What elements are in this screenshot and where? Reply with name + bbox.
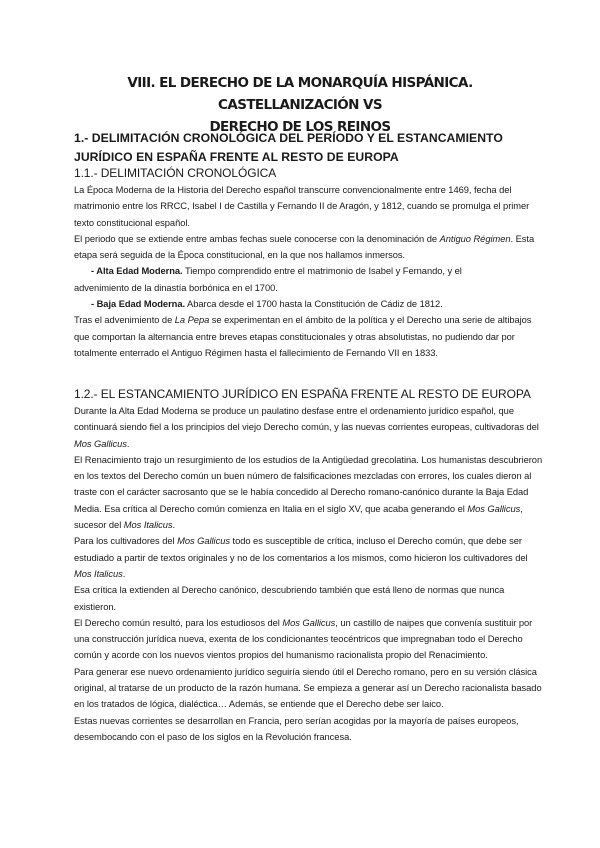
paragraph: Durante la Alta Edad Moderna se produce un paulatino desfase entre el ordenamiento jurídico español, que continuará siendo fiel a los principios del viejo Derecho común, y las nuevas corrientes europeas, cultivadoras del Mos Gallicus. [74, 406, 539, 449]
paragraph: El periodo que se extiende entre ambas fechas suele conocerse con la denominación de Antiguo Régimen. Esta etapa será seguida de la Época constitucional, en la que nos hallamos inmersos. [74, 233, 535, 261]
paragraph: Esa crítica la extienden al Derecho canónico, descubriendo también que está lleno de normas que nunca existieron. [74, 585, 505, 612]
paragraph: Tras el advenimiento de La Pepa se experimentan en el ámbito de la política y el Derecho una serie de altibajos que comportan la alternancia entre breves etapas constitucionales y otras absolutistas, no pudiendo dar por totalmente enterrado el Antiguo Régimen hasta el fallecimiento de Fernando VII en 1833. [74, 315, 532, 358]
subsection-1-1-body [74, 182, 544, 361]
paragraph: Estas nuevas corrientes se desarrollan en Francia, pero serían acogidas por la mayoría de países europeos, desembocando con el paso de los siglos en la Revolución francesa. [74, 715, 519, 742]
paragraph: El Derecho común resultó, para los estudiosos del Mos Gallicus, un castillo de naipes que convenía sustituir por una construcción jurídica nueva, exenta de los condicionantes teocéntricos que impregnaban todo el Derecho común y acorde con los nuevos vientos propios del humanismo racionalista propio del Renacimiento. [74, 617, 533, 661]
document-title-line-2: DERECHO DE LOS REINOS [209, 119, 391, 135]
paragraph: Para generar ese nuevo ordenamiento jurídico seguiría siendo útil el Derecho romano, pero en su versión clásica original, al tratarse de un producto de la razón humana. Se empieza a generar así un Derecho racionalista basado en los tratados de lógica, dialéctica… Además, se entiende que el Derecho debe ser laico. [74, 666, 542, 710]
section-1-heading [74, 129, 544, 167]
bullet-alta-edad-moderna: - Alta Edad Moderna. Tiempo comprendido entre el matrimonio de Isabel y Fernando, y el [91, 266, 462, 277]
document-title-line-1: VIII. EL DERECHO DE LA MONARQUÍA HISPÁNICA. CASTELLANIZACIÓN VS [127, 75, 473, 113]
section-1-heading-line-2: JURÍDICO EN ESPAÑA FRENTE AL RESTO DE EUROPA [74, 150, 399, 164]
paragraph: El Renacimiento trajo un resurgimiento de los estudios de la Antigüedad grecolatina. Los humanistas descubrieron en los textos del Derecho común un buen número de falsificaciones mezcladas con errores, los cuales dieron al traste con el carácter sacrosanto que se le había concedido al Derecho romano-canónico durante la Baja Edad Media. Esa crítica al Derecho común comienza en Italia en el siglo XV, que acaba generando el Mos Gallicus, sucesor del Mos Italicus. [74, 454, 543, 531]
bullet-continuation: advenimiento de la dinastía borbónica en el 1700. [74, 282, 278, 293]
subsection-1-2-heading: 1.2.- EL ESTANCAMIENTO JURÍDICO EN ESPAÑA FRENTE AL RESTO DE EUROPA [74, 387, 531, 401]
subsection-1-1-heading: 1.1.- DELIMITACIÓN CRONOLÓGICA [74, 166, 277, 180]
section-1-heading-line-1: 1.- DELIMITACIÓN CRONOLÓGICA DEL PERÍODO Y EL ESTANCAMIENTO [74, 131, 503, 145]
paragraph: La Época Moderna de la Historia del Derecho español transcurre convencionalmente entre 1469, fecha del matrimonio entre los RRCC, Isabel I de Castilla y Fernando II de Aragón, y 1812, cuando se promulga el primer texto constitucional español. [74, 185, 530, 228]
subsection-1-2-body [74, 403, 544, 745]
paragraph: Para los cultivadores del Mos Gallicus todo es susceptible de crítica, incluso el Derecho común, que debe ser estudiado a partir de textos originales y no de los comentarios a los mismos, como hicieron los cultivadores del Mos Italicus. [74, 536, 528, 579]
bullet-baja-edad-moderna: - Baja Edad Moderna. Abarca desde el 1700 hasta la Constitución de Cádiz de 1812. [91, 299, 443, 310]
